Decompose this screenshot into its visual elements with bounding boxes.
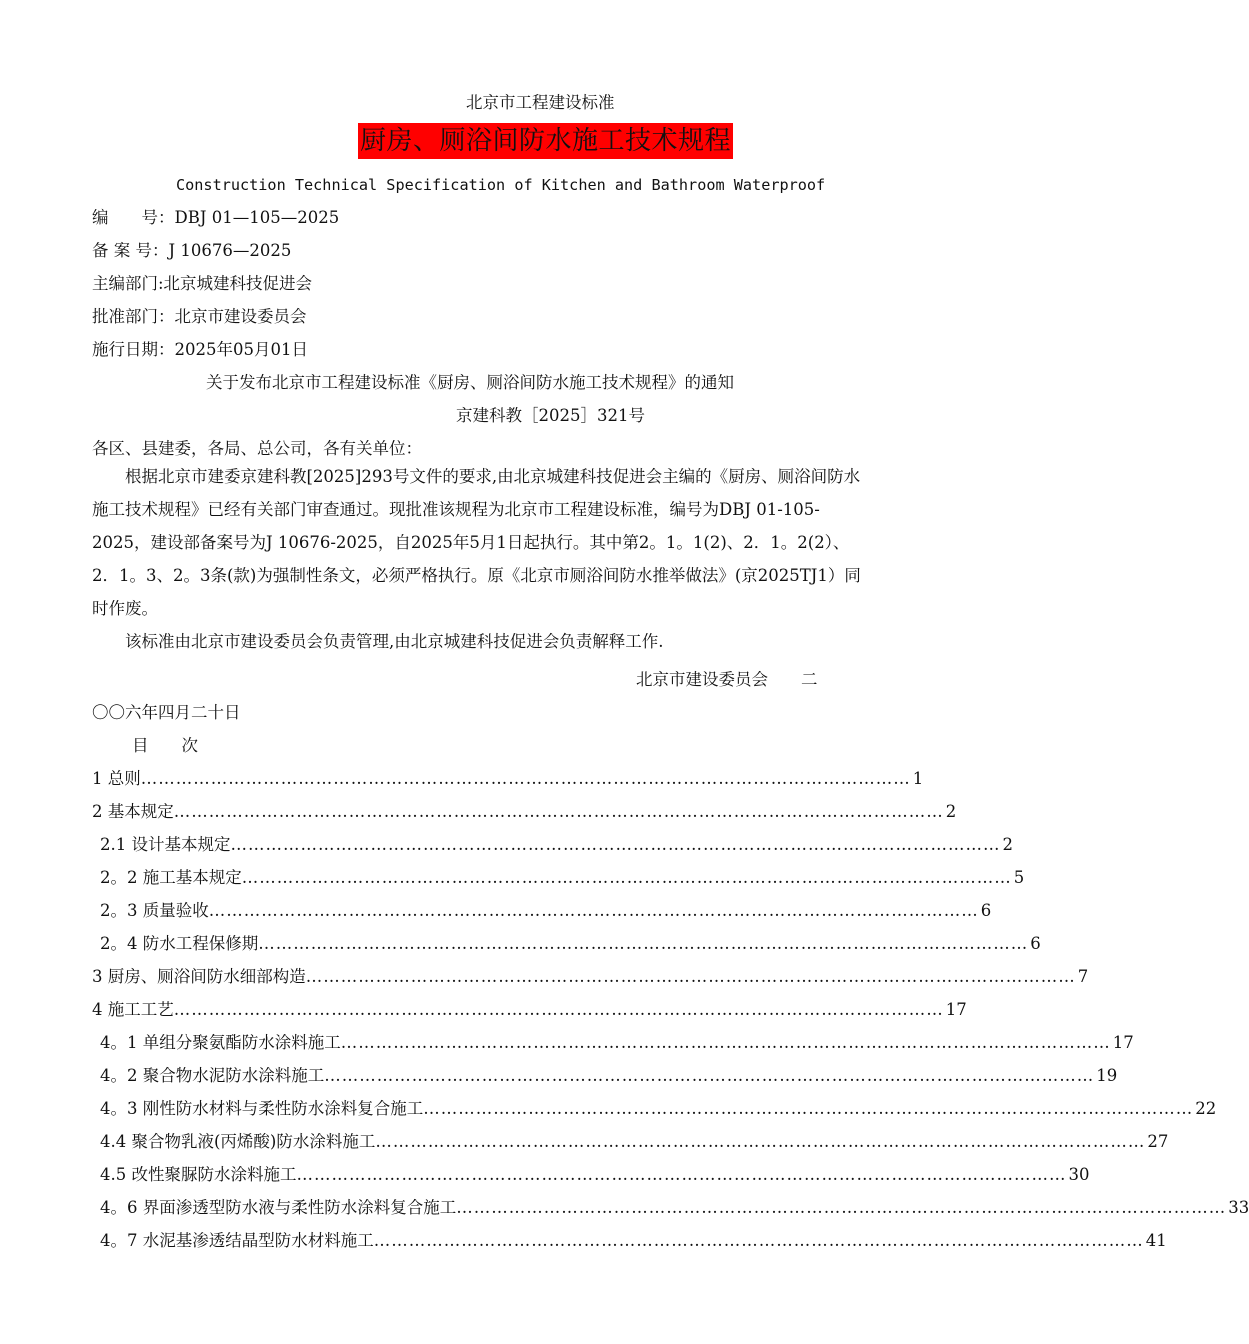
toc-entry-label: 4.4 聚合物乳液(丙烯酸)防水涂料施工 [100, 1132, 376, 1151]
toc-entry-label: 3 厨房、厕浴间防水细部构造 [92, 967, 306, 986]
approver-department: 批准部门：北京市建设委员会 [92, 307, 307, 326]
toc-entry-page: 30 [1068, 1165, 1090, 1184]
toc-entry[interactable] [100, 867, 1025, 889]
toc-leader-dots: …………………………………………………………………………………………………………………… [456, 1198, 1227, 1217]
toc-entry[interactable] [100, 1032, 1134, 1054]
toc-leader-dots: …………………………………………………………………………………………………………………… [373, 1231, 1144, 1250]
toc-entry-page: 1 [912, 769, 924, 788]
notice-title: 关于发布北京市工程建设标准《厨房、厕浴间防水施工技术规程》的通知 [206, 373, 734, 392]
toc-entry[interactable] [100, 1164, 1090, 1186]
toc-leader-dots: …………………………………………………………………………………………………………………… [173, 802, 944, 821]
toc-leader-dots: …………………………………………………………………………………………………………………… [324, 1066, 1095, 1085]
toc-entry[interactable] [92, 801, 957, 823]
toc-entry-label: 4。2 聚合物水泥防水涂料施工 [100, 1066, 325, 1085]
toc-entry-label: 2 基本规定 [92, 802, 174, 821]
toc-entry-page: 7 [1077, 967, 1089, 986]
toc-entry-page: 5 [1013, 868, 1025, 887]
toc-entry[interactable] [92, 966, 1089, 988]
toc-leader-dots: …………………………………………………………………………………………………………………… [423, 1099, 1194, 1118]
toc-entry[interactable] [100, 1131, 1169, 1153]
toc-leader-dots: …………………………………………………………………………………………………………………… [173, 1000, 944, 1019]
standard-code: 编 号：DBJ 01—105—2025 [92, 208, 340, 227]
toc-entry-page: 17 [945, 1000, 967, 1019]
document-title: 厨房、厕浴间防水施工技术规程 [358, 123, 733, 159]
toc-leader-dots: …………………………………………………………………………………………………………………… [258, 934, 1029, 953]
record-number: 备 案 号：J 10676—2025 [92, 241, 292, 260]
toc-entry[interactable] [100, 900, 992, 922]
toc-entry[interactable] [100, 1230, 1167, 1252]
notice-doc-number: 京建科教［2025］321号 [456, 406, 645, 425]
toc-heading: 目 次 [132, 736, 198, 755]
toc-entry-label: 4 施工工艺 [92, 1000, 174, 1019]
toc-leader-dots: …………………………………………………………………………………………………………………… [241, 868, 1012, 887]
toc-entry-page: 27 [1147, 1132, 1169, 1151]
toc-entry-label: 4.5 改性聚脲防水涂料施工 [100, 1165, 297, 1184]
notice-signer: 北京市建设委员会 二 [636, 670, 818, 689]
toc-leader-dots: …………………………………………………………………………………………………………………… [230, 835, 1001, 854]
toc-entry[interactable] [92, 768, 924, 790]
toc-entry-label: 4。1 单组分聚氨酯防水涂料施工 [100, 1033, 341, 1052]
toc-entry-page: 17 [1112, 1033, 1134, 1052]
toc-entry-page: 22 [1195, 1099, 1217, 1118]
toc-entry[interactable] [100, 1065, 1118, 1087]
toc-leader-dots: …………………………………………………………………………………………………………………… [296, 1165, 1067, 1184]
org-standard: 北京市工程建设标准 [466, 93, 615, 112]
toc-entry-label: 4。3 刚性防水材料与柔性防水涂料复合施工 [100, 1099, 424, 1118]
toc-entry[interactable] [100, 1197, 1249, 1219]
toc-entry[interactable] [100, 834, 1013, 856]
toc-entry-label: 4。7 水泥基渗透结晶型防水材料施工 [100, 1231, 374, 1250]
notice-body-paragraph-2: 该标准由北京市建设委员会负责管理,由北京城建科技促进会负责解释工作. [125, 632, 664, 651]
toc-leader-dots: …………………………………………………………………………………………………………………… [140, 769, 911, 788]
toc-entry-page: 19 [1096, 1066, 1118, 1085]
toc-leader-dots: …………………………………………………………………………………………………………………… [208, 901, 979, 920]
toc-entry-label: 2。3 质量验收 [100, 901, 209, 920]
editor-department: 主编部门:北京城建科技促进会 [92, 274, 313, 293]
toc-entry-page: 33 [1228, 1198, 1249, 1217]
english-title: Construction Technical Specification of Kitchen and Bathroom Waterproof [176, 176, 826, 194]
toc-entry[interactable] [100, 1098, 1217, 1120]
notice-recipients: 各区、县建委，各局、总公司，各有关单位： [92, 439, 422, 458]
toc-leader-dots: …………………………………………………………………………………………………………………… [305, 967, 1076, 986]
toc-leader-dots: …………………………………………………………………………………………………………………… [375, 1132, 1146, 1151]
toc-entry-label: 2.1 设计基本规定 [100, 835, 231, 854]
toc-entry-label: 2。4 防水工程保修期 [100, 934, 259, 953]
effective-date: 施行日期：2025年05月01日 [92, 340, 308, 359]
toc-leader-dots: …………………………………………………………………………………………………………………… [340, 1033, 1111, 1052]
toc-entry-page: 6 [980, 901, 992, 920]
toc-entry-label: 1 总则 [92, 769, 141, 788]
toc-entry-label: 4。6 界面渗透型防水液与柔性防水涂料复合施工 [100, 1198, 457, 1217]
toc-entry-page: 6 [1030, 934, 1041, 953]
toc-entry-page: 41 [1145, 1231, 1167, 1250]
toc-entry[interactable] [100, 933, 1041, 955]
toc-entry-label: 2。2 施工基本规定 [100, 868, 242, 887]
notice-body-paragraph: 根据北京市建委京建科教[2025]293号文件的要求,由北京城建科技促进会主编的《厨房、厕浴间防水施工技术规程》已经有关部门审查通过。现批准该规程为北京市工程建设标准，编号为DBJ 01-105-2025，建设部备案号为J 10676-2025，自2025年5月1日起执行。其中第2。1。1(2)、2．1。2(2）、2．1。3、2。3条(款)为强制性条文，必须严格执行。原《北京市厕浴间防水推举做法》(京2025TJ1）同时作废。 [92, 467, 861, 618]
toc-entry-page: 2 [945, 802, 957, 821]
notice-sign-date: 〇〇六年四月二十日 [92, 703, 241, 722]
toc-entry-page: 2 [1002, 835, 1013, 854]
toc-entry[interactable] [92, 999, 967, 1021]
